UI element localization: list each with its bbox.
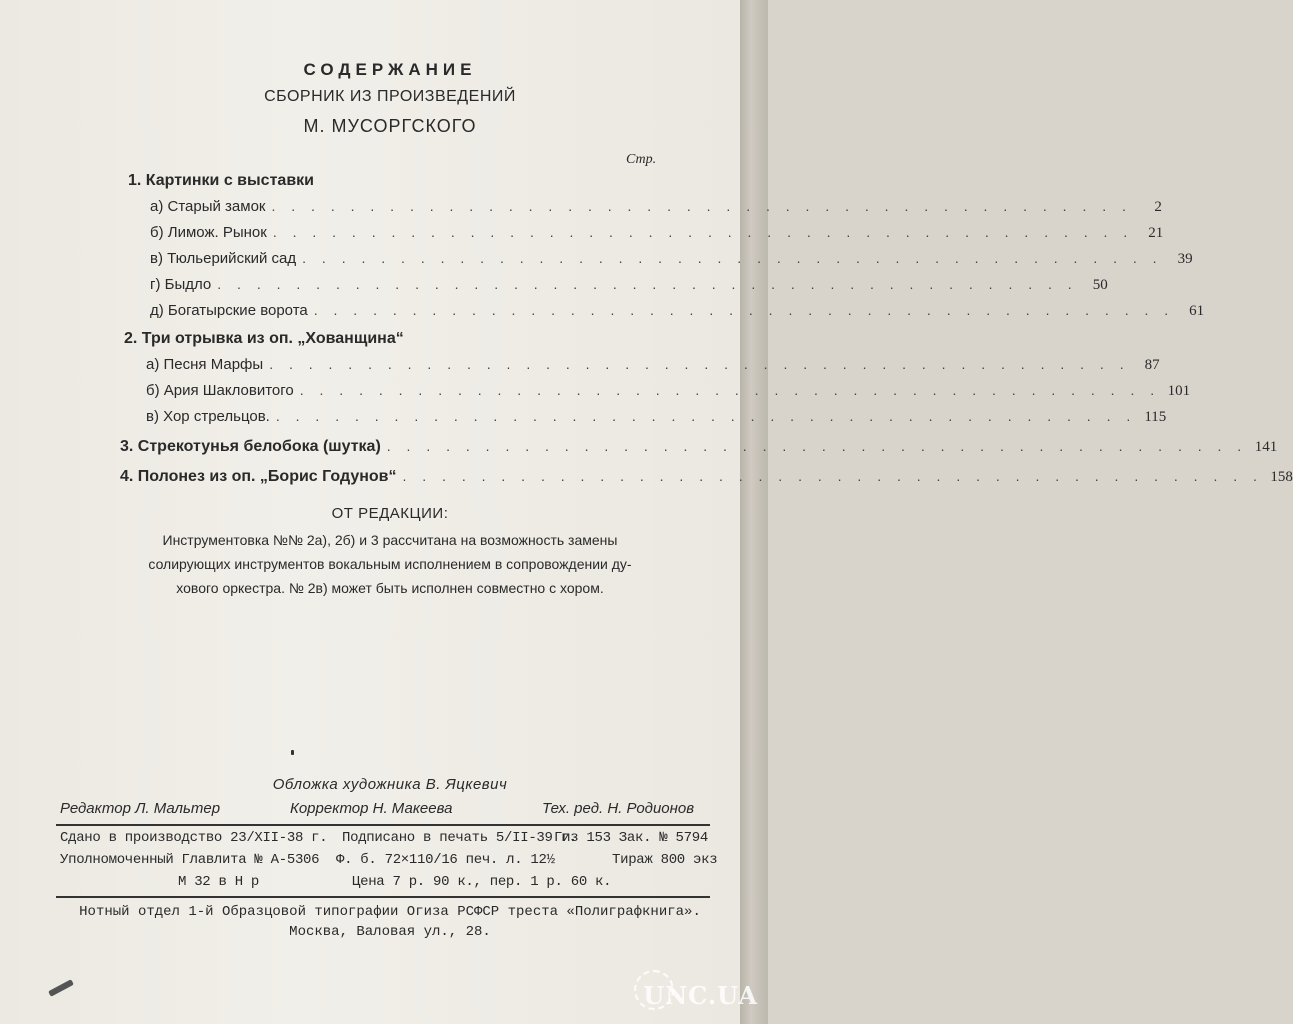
dot-leader: . . . . . . . . . . . . . . . . . . . . . . . . . . . . . . . . . . . . . . . . . . . . [302,250,1163,266]
entry-page: 61 [1189,303,1205,319]
dot-leader: . . . . . . . . . . . . . . . . . . . . . . . . . . . . . . . . . . . . . . . . . . . . [402,468,1263,484]
section-heading: 1. Картинки с выставки [128,172,314,189]
entry-page: 158 [1270,469,1293,485]
section-heading: 2. Три отрывка из оп. „Хованщина“ [124,330,404,347]
imprint-line: Сдано в производство 23/XII-38 г. [60,830,328,846]
printer-line: Нотный отдел 1-й Образцовой типографии Огиза РСФСР треста «Полиграфкнига». [79,904,701,920]
toc-entry [150,198,1162,220]
divider [56,824,710,826]
entry-page: 87 [1144,357,1160,373]
entry-label: а) Старый замок [150,198,266,215]
dot-leader: . . . . . . . . . . . . . . . . . . . . . . . . . . . . . . . . . . . . . . . . . . . . [386,438,1248,454]
toc-entry [150,224,1164,246]
entry-label: 4. Полонез из оп. „Борис Годунов“ [120,468,397,485]
editorial-line: хового оркестра. № 2в) может быть исполнен совместно с хором. [176,580,604,596]
entry-page: 115 [1144,409,1167,425]
imprint-line: Уполномоченный Главлита № А-5306 [60,852,320,868]
cover-artist: Обложка художника В. Яцкевич [272,776,508,793]
imprint-line: Тираж 800 экз [612,852,718,868]
collection-subtitle: СБОРНИК ИЗ ПРОИЗВЕДЕНИЙ [264,88,516,105]
imprint-line: Цена 7 р. 90 к., пер. 1 р. 60 к. [352,874,612,890]
entry-page: 2 [1154,199,1162,215]
composer-name: М. МУСОРГСКОГО [303,116,477,136]
proofreader-credit: Корректор Н. Макеева [290,800,453,817]
page-column-label: Стр. [626,152,657,167]
entry-label: в) Тюльерийский сад [150,250,297,267]
credits-row [60,800,710,822]
page-title: СОДЕРЖАНИЕ [303,60,477,79]
printer-address: Москва, Валовая ул., 28. [289,924,491,940]
watermark: UNC.UA [643,981,758,1010]
entry-label: б) Ария Шакловитого [146,382,294,399]
dot-leader: . . . . . . . . . . . . . . . . . . . . . . . . . . . . . . . . . . . . . . . . . . . . [313,302,1175,318]
editorial-line: Инструментовка №№ 2а), 2б) и 3 рассчитана на возможность замены [162,532,618,548]
entry-page: 39 [1177,251,1193,267]
ink-speck [291,750,294,755]
editorial-heading: ОТ РЕДАКЦИИ: [331,505,449,522]
toc-entry [146,382,1191,404]
editor-credit: Редактор Л. Мальтер [60,800,221,817]
dot-leader: . . . . . . . . . . . . . . . . . . . . . . . . . . . . . . . . . . . . . . . . . . . . [269,356,1130,372]
dot-leader: . . . . . . . . . . . . . . . . . . . . . . . . . . . . . . . . . . . . . . . . . . . . [299,382,1161,398]
toc-entry [150,276,1108,298]
entry-label: б) Лимож. Рынок [150,224,267,241]
entry-label: 3. Стрекотунья белобока (шутка) [120,438,381,455]
entry-label: д) Богатырские ворота [150,302,308,319]
toc-entry [146,408,1167,430]
imprint-line: Гиз 153 Зак. № 5794 [554,830,708,846]
entry-page: 21 [1148,225,1164,241]
dot-leader: . . . . . . . . . . . . . . . . . . . . . . . . . . . . . . . . . . . . . . . . . . . . [271,198,1132,214]
imprint-line: Ф. б. 72×110/16 печ. л. 12½ [336,852,555,868]
entry-page: 101 [1167,383,1191,399]
entry-label: а) Песня Марфы [146,356,264,373]
entry-label: в) Хор стрельцов. [146,408,270,425]
toc-entry [120,468,1293,490]
dot-leader: . . . . . . . . . . . . . . . . . . . . . . . . . . . . . . . . . . . . . . . . . . . . [275,408,1137,424]
toc-entry [150,302,1205,324]
tech-editor-credit: Тех. ред. Н. Родионов [542,800,695,817]
entry-label: г) Быдло [150,276,212,293]
imprint-line: Подписано в печать 5/II-39 г. [342,830,577,846]
toc-entry [120,438,1278,460]
toc-entry [146,356,1160,378]
entry-page: 50 [1092,277,1108,293]
editorial-line: солирующих инструментов вокальным исполнением в сопровождении ду- [148,556,632,572]
dot-leader: . . . . . . . . . . . . . . . . . . . . . . . . . . . . . . . . . . . . . . . . . . . . [217,276,1078,292]
dot-leader: . . . . . . . . . . . . . . . . . . . . . . . . . . . . . . . . . . . . . . . . . . . . [272,224,1134,240]
toc-entry [150,250,1193,272]
divider [56,896,710,898]
entry-page: 141 [1254,439,1278,455]
imprint-line: М 32 в Н р [178,874,260,890]
